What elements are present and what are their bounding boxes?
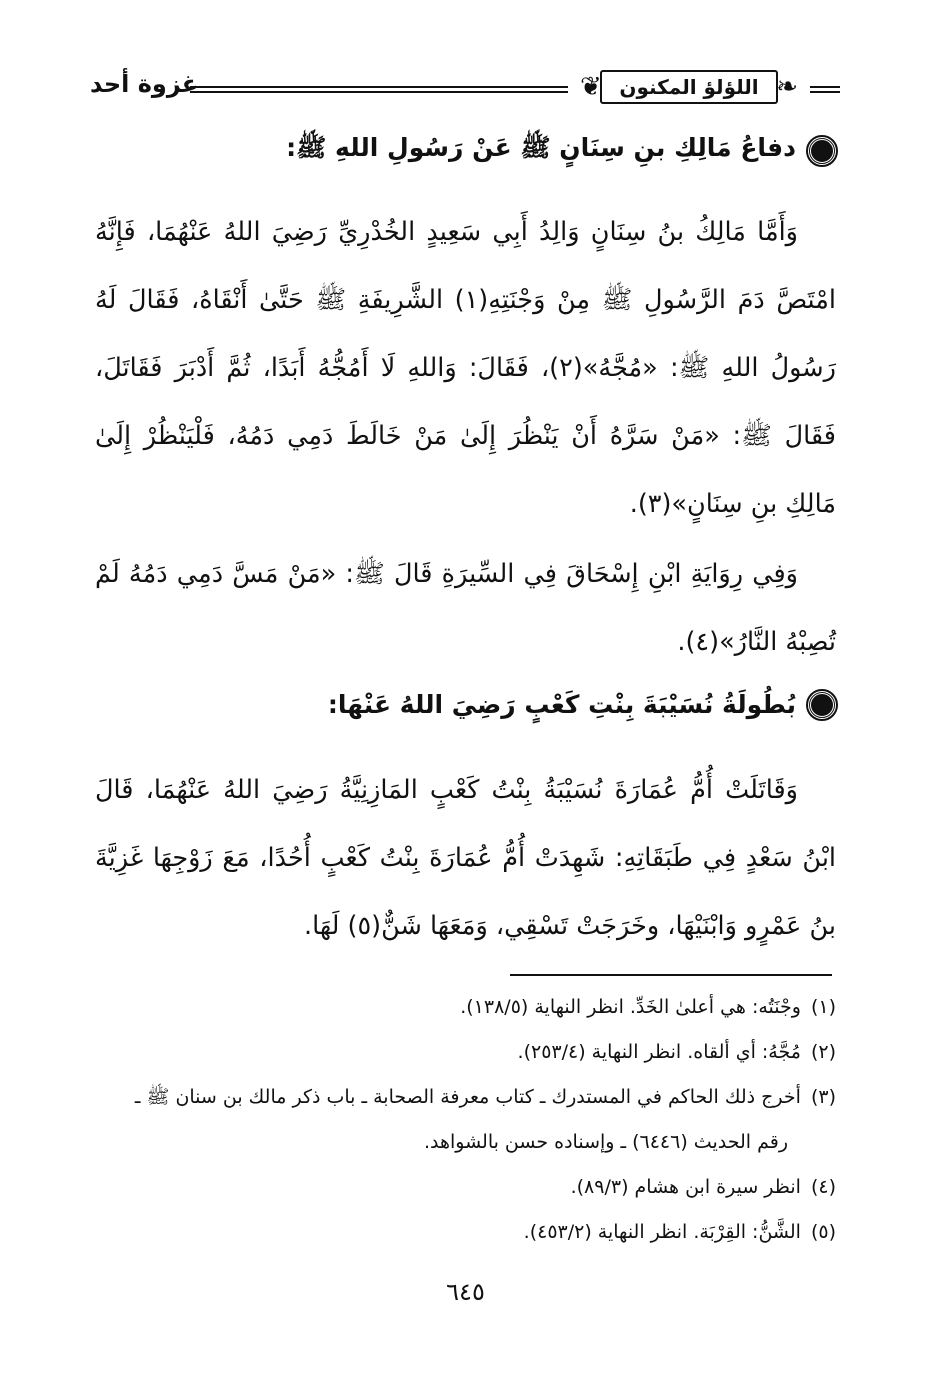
footnote [95,1075,836,1120]
flower-bullet-icon [808,137,836,165]
footnote [95,985,836,1030]
section-heading [286,132,836,169]
flower-bullet-icon [808,691,836,719]
footnote-divider [510,974,832,976]
footnote-number: (٢) [810,1041,836,1063]
paragraph-text: وَفِي رِوَايَةِ ابْنِ إِسْحَاقَ فِي السِّيرَةِ قَالَ ﷺ: «مَنْ مَسَّ دَمِي دَمُهُ لَمْ تُصِبْهُ النَّارُ»(٤). [95,559,836,657]
header-rule-right [810,86,840,88]
footnote [95,1165,836,1210]
footnote-number: (٤) [810,1176,836,1198]
footnote-text: أخرج ذلك الحاكم في المستدرك ـ كتاب معرفة الصحابة ـ باب ذكر مالك بن سنان ﷺ ـ [134,1086,801,1108]
footnote-continuation: رقم الحديث (٦٤٤٦) ـ وإسناده حسن بالشواهد. [423,1131,788,1153]
ornament-icon: ❧ [776,72,798,102]
footnote-number: (٣) [810,1086,836,1108]
paragraph [95,198,836,538]
footnotes [95,985,836,1255]
footnote-text: وجْنَتُه: هي أعلىٰ الخَدِّ. انظر النهاية (١٣٨/٥). [460,996,801,1018]
paragraph-text: وَقَاتَلَتْ أُمُّ عُمَارَةَ نُسَيْبَةُ بِنْتُ كَعْبٍ المَازِنِيَّةُ رَضِيَ اللهُ عَنْهُمَا، قَالَ ابْنُ سَعْدٍ فِي طَبَقَاتِهِ: شَهِدَتْ أُمُّ عُمَارَةَ بِنْتُ كَعْبٍ أُحُدًا، مَعَ زَوْجِهَا غَزِيَّةَ بنُ عَمْرٍو وَابْنَيْهَا، وخَرَجَتْ تَسْقِي، وَمَعَهَا شَنٌّ(٥) لَهَا. [95,775,836,941]
paragraph-text: وَأَمَّا مَالِكُ بنُ سِنَانٍ وَالِدُ أَبِي سَعِيدٍ الخُدْرِيِّ رَضِيَ اللهُ عَنْهُمَا، فَإِنَّهُ امْتَصَّ دَمَ الرَّسُولِ ﷺ مِنْ وَجْنَتِهِ(١) الشَّرِيفَةِ ﷺ حَتَّىٰ أَنْقَاهُ، فَقَالَ لَهُ رَسُولُ اللهِ ﷺ: «مُجَّهُ»(٢)، فَقَالَ: وَاللهِ لَا أَمُجُّهُ أَبَدًا، ثُمَّ أَدْبَرَ فَقَاتَلَ، فَقَالَ ﷺ: «مَنْ سَرَّهُ أَنْ يَنْظُرَ إِلَىٰ مَنْ خَالَطَ دَمِي دَمُهُ، فَلْيَنْظُرْ إِلَىٰ مَالِكِ بنِ سِنَانٍ»(٣). [95,217,836,519]
footnote-text: مُجَّهُ: أي ألقاه. انظر النهاية (٢٥٣/٤). [517,1041,801,1063]
section-heading-text: دفاعُ مَالِكِ بنِ سِنَانٍ ﷺ عَنْ رَسُولِ اللهِ ﷺ: [286,133,796,162]
footnote [95,1210,836,1255]
paragraph [95,756,836,960]
page-number: ٦٤٥ [446,1278,485,1306]
header-rule-left [190,86,568,88]
chapter-title: غزوة أحد [90,70,199,98]
book-title: اللؤلؤ المكنون [600,70,778,104]
footnote-number: (١) [810,996,836,1018]
footnote-number: (٥) [810,1221,836,1243]
section-heading [328,690,836,719]
book-title-badge [578,62,800,112]
ornament-icon: ❦ [580,72,602,102]
footnote-text: الشَّنُّ: القِرْبَة. انظر النهاية (٤٥٣/٢). [523,1221,801,1243]
footnote-text: انظر سيرة ابن هشام (٨٩/٣). [570,1176,801,1198]
section-heading-text: بُطُولَةُ نُسَيْبَةَ بِنْتِ كَعْبٍ رَضِيَ اللهُ عَنْهَا: [327,690,796,719]
paragraph [95,540,836,676]
footnote [95,1030,836,1075]
